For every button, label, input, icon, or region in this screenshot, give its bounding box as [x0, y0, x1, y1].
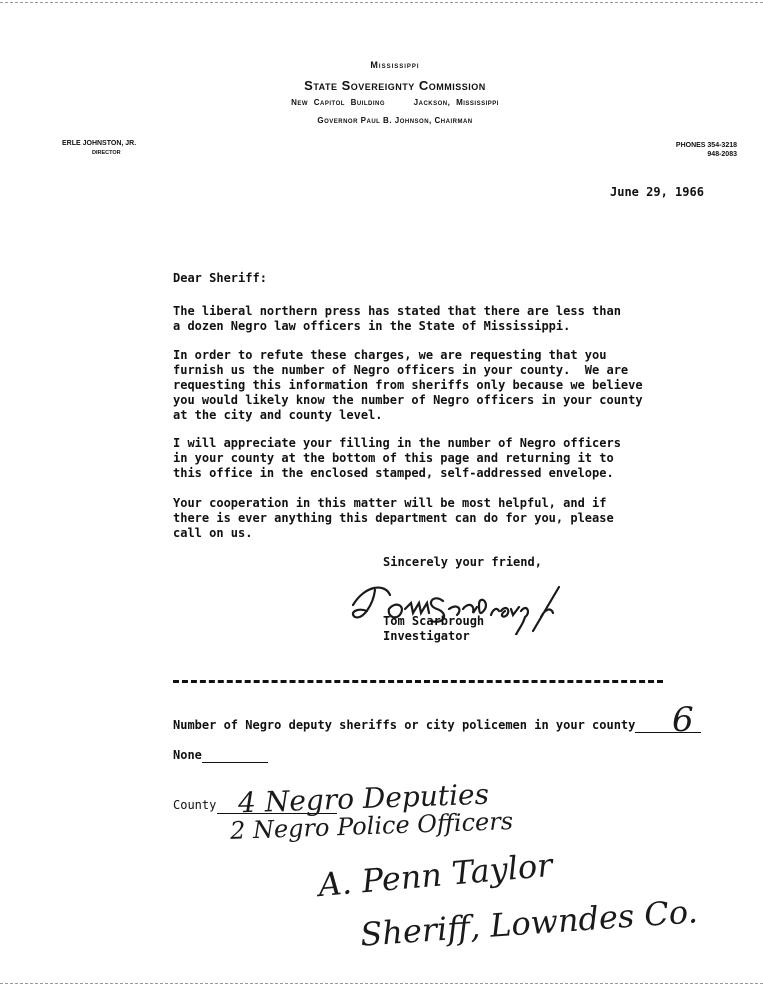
- bottom-edge-perforation: [0, 983, 763, 984]
- typed-name: Tom Scarbrough: [383, 614, 485, 628]
- director-title: DIRECTOR: [92, 150, 121, 156]
- phone-line-2: 948-2083: [707, 151, 737, 158]
- handwritten-sheriff-name: A. Penn Taylor: [316, 845, 554, 905]
- closing: Sincerely your friend,: [383, 555, 542, 569]
- letter-date: June 29, 1966: [610, 185, 704, 199]
- handwritten-count: 6: [672, 700, 694, 740]
- paragraph-2: In order to refute these charges, we are requesting that you furnish us the number of Negro officers in your county. We are requesting this information from sheriffs only because we believe you would likely know the number of Negro officers in your county at the city and county level.: [173, 348, 643, 422]
- letterhead-address: New Capitol Building Jackson, Mississippi: [291, 98, 499, 107]
- none-answer-field[interactable]: [202, 748, 268, 763]
- letterhead-chairman: Governor Paul B. Johnson, Chairman: [317, 116, 473, 125]
- none-row: [173, 748, 268, 763]
- handwritten-sheriff-title: Sheriff, Lowndes Co.: [359, 892, 699, 954]
- director-name: ERLE JOHNSTON, JR.: [62, 140, 137, 147]
- handwritten-police: 2 Negro Police Officers: [229, 807, 514, 845]
- salutation: Dear Sheriff:: [173, 271, 267, 285]
- handwritten-deputies: 4 Negro Deputies: [237, 777, 490, 820]
- count-question-row: [173, 718, 701, 733]
- detach-line: [173, 680, 663, 683]
- letterhead-state: Mississippi: [370, 60, 420, 70]
- top-edge-perforation: [0, 2, 763, 3]
- paragraph-3: I will appreciate your filling in the number of Negro officers in your county at the bottom of this page and returning it to this office in the enclosed stamped, self-addressed envelope.: [173, 436, 621, 480]
- typed-title: Investigator: [383, 629, 470, 643]
- none-label: None: [173, 748, 202, 762]
- letterhead-commission: State Sovereignty Commission: [304, 78, 486, 93]
- county-label: County: [173, 798, 217, 812]
- paragraph-4: Your cooperation in this matter will be most helpful, and if there is ever anything this department can do for you, please call on us.: [173, 496, 614, 540]
- phone-line-1: PHONES 354-3218: [675, 142, 737, 149]
- count-question-label: Number of Negro deputy sheriffs or city policemen in your county: [173, 718, 636, 732]
- paragraph-1: The liberal northern press has stated that there are less than a dozen Negro law officers in the State of Mississippi.: [173, 304, 621, 333]
